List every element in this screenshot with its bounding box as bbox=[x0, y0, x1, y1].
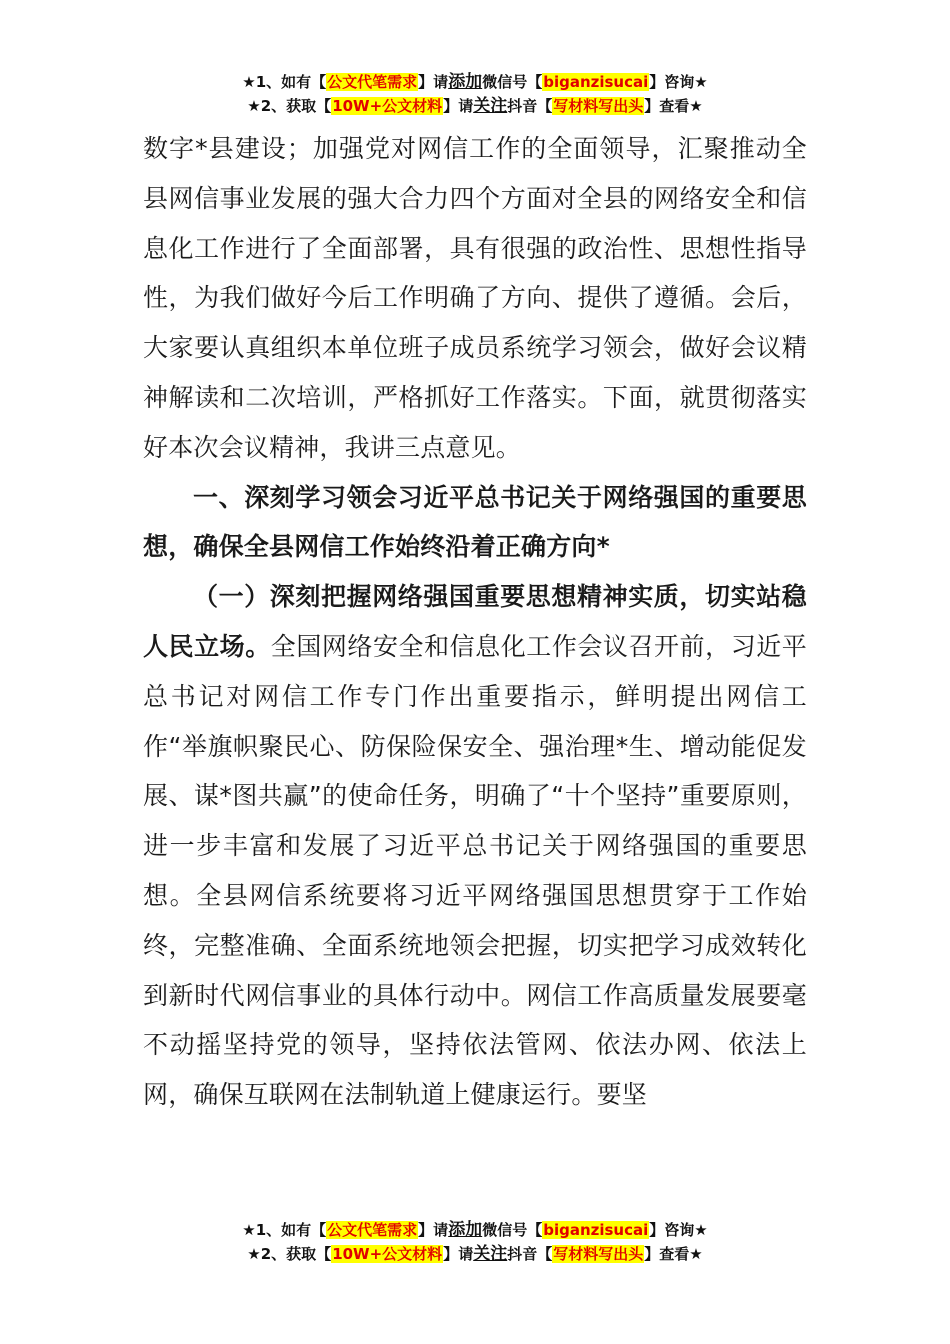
promo-text: 】咨询 bbox=[649, 73, 695, 91]
promo-text: 2、获取【 bbox=[260, 1245, 332, 1263]
emphasis-follow: 关注 bbox=[473, 96, 508, 116]
emphasis-add: 添加 bbox=[448, 1220, 483, 1240]
subheading-1-body: 全国网络安全和信息化工作会议召开前，习近平总书记对网信工作专门作出重要指示，鲜明提出网信工作“举旗帜聚民心、防保险保安全、强治理*生、增动能促发展、谋*图共赢”的使命任务，明确了“十个坚持”重要原则，进一步丰富和发展了习近平总书记关于网络强国的重要思想。全县网信系统要将习近平网络强国思想贯穿于工作始终，完整准确、全面系统地领会把握，切实把学习成效转化到新时代网信事业的具体行动中。网信工作高质量发展要毫不动摇坚持党的领导，坚持依法管网、依法办网、依法上网，确保互联网在法制轨道上健康运行。要坚 bbox=[143, 631, 807, 1110]
highlight-service: 公文代笔需求 bbox=[327, 1221, 418, 1239]
promo-text: 微信号【 bbox=[482, 1221, 543, 1239]
promo-text: 】请 bbox=[418, 1221, 449, 1239]
star-icon: ★ bbox=[689, 1245, 703, 1263]
star-icon: ★ bbox=[689, 97, 703, 115]
document-body bbox=[143, 124, 807, 1120]
paragraph-intro: 数字*县建设；加强党对网信工作的全面领导，汇聚推动全县网信事业发展的强大合力四个方面对全县的网络安全和信息化工作进行了全面部署，具有很强的政治性、思想性指导性，为我们做好今后工作明确了方向、提供了遵循。会后，大家要认真组织本单位班子成员系统学习领会，做好会议精神解读和二次培训，严格抓好工作落实。下面，就贯彻落实好本次会议精神，我讲三点意见。 bbox=[143, 134, 807, 462]
star-icon: ★ bbox=[694, 1221, 708, 1239]
header-promo-banner bbox=[0, 70, 950, 118]
promo-text: 】请 bbox=[443, 1245, 474, 1263]
highlight-materials: 10W+公文材料 bbox=[332, 97, 443, 115]
promo-text: 】请 bbox=[443, 97, 474, 115]
highlight-douyin-id: 写材料写出头 bbox=[553, 1245, 644, 1263]
section-heading-1: 一、深刻学习领会习近平总书记关于网络强国的重要思想，确保全县网信工作始终沿着正确方向* bbox=[143, 482, 807, 562]
emphasis-add: 添加 bbox=[448, 72, 483, 92]
star-icon: ★ bbox=[247, 97, 261, 115]
promo-line-1 bbox=[0, 70, 950, 94]
star-icon: ★ bbox=[694, 73, 708, 91]
paragraph-sub1 bbox=[143, 572, 807, 1120]
highlight-wechat-id: biganzisucai bbox=[543, 1221, 649, 1239]
promo-text: 微信号【 bbox=[482, 73, 543, 91]
highlight-service: 公文代笔需求 bbox=[327, 73, 418, 91]
promo-line-2 bbox=[0, 94, 950, 118]
star-icon: ★ bbox=[242, 73, 256, 91]
star-icon: ★ bbox=[242, 1221, 256, 1239]
promo-text: 1、如有【 bbox=[255, 1221, 327, 1239]
promo-text: 抖音【 bbox=[507, 1245, 553, 1263]
emphasis-follow: 关注 bbox=[473, 1244, 508, 1264]
highlight-materials: 10W+公文材料 bbox=[332, 1245, 443, 1263]
promo-line-2 bbox=[0, 1242, 950, 1266]
promo-text: 】请 bbox=[418, 73, 449, 91]
promo-text: 抖音【 bbox=[507, 97, 553, 115]
highlight-wechat-id: biganzisucai bbox=[543, 73, 649, 91]
promo-text: 】查看 bbox=[644, 97, 690, 115]
subheading-1: （一）深刻把握网络强国重要思想精神实质，切实站稳人民立场。 bbox=[143, 582, 807, 661]
footer-promo-banner bbox=[0, 1218, 950, 1266]
promo-text: 】咨询 bbox=[649, 1221, 695, 1239]
highlight-douyin-id: 写材料写出头 bbox=[553, 97, 644, 115]
promo-text: 2、获取【 bbox=[260, 97, 332, 115]
star-icon: ★ bbox=[247, 1245, 261, 1263]
promo-line-1 bbox=[0, 1218, 950, 1242]
promo-text: 1、如有【 bbox=[255, 73, 327, 91]
promo-text: 】查看 bbox=[644, 1245, 690, 1263]
